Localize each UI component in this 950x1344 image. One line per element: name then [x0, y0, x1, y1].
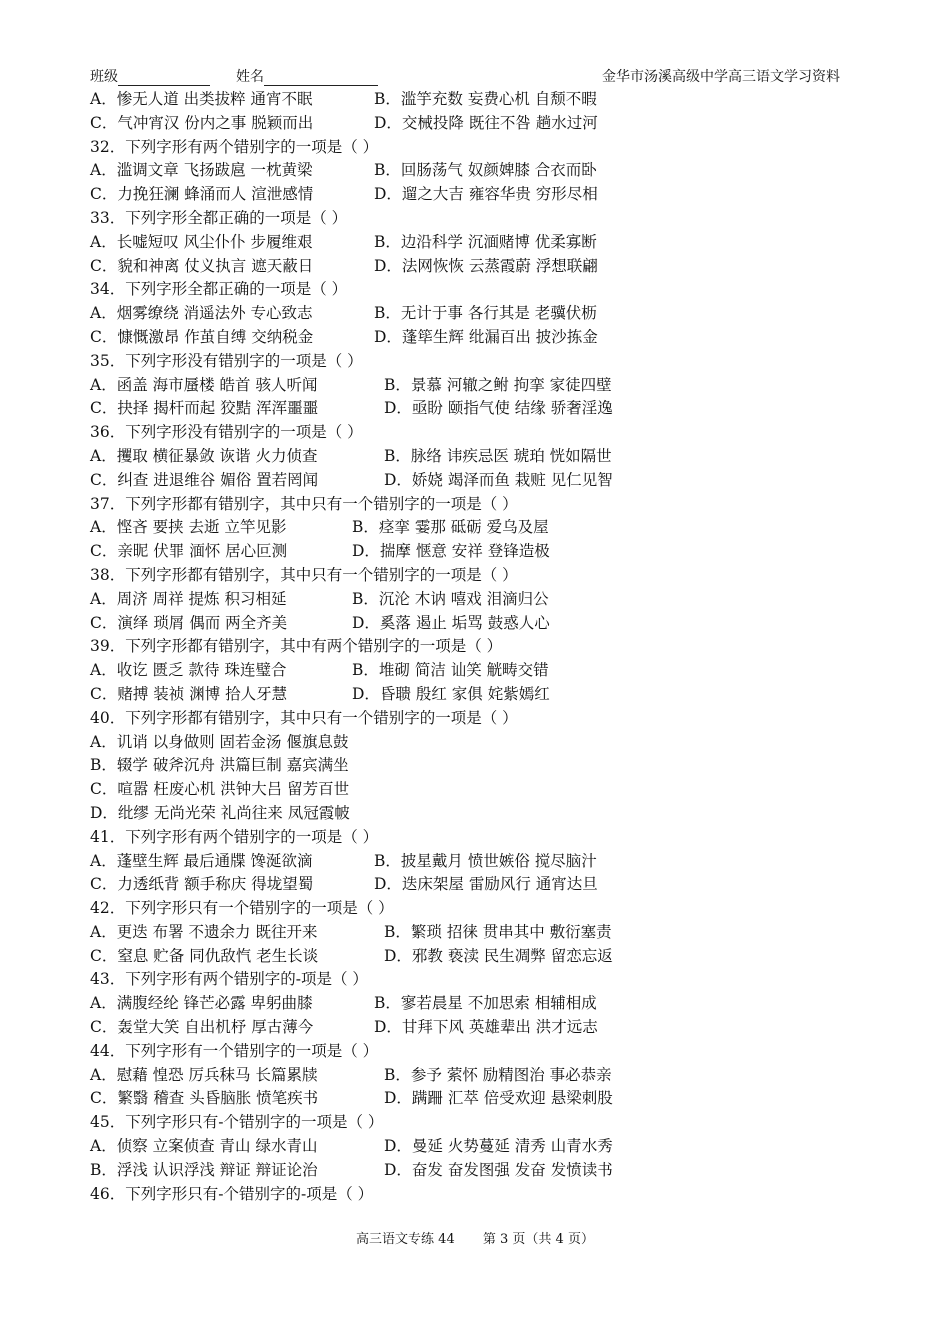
option-row: [90, 540, 850, 564]
line-text-right: D．甘拜下风 英雄辈出 洪才远志: [374, 1018, 598, 1037]
option-row: [90, 612, 850, 636]
question-stem: [90, 1040, 850, 1064]
line-text: A．长嘘短叹 风尘仆仆 步履维艰: [90, 232, 313, 251]
option-row: [90, 1135, 850, 1159]
option-row: [90, 516, 850, 540]
line-text: A．蓬壁生辉 最后通牒 馋涎欲滴: [90, 851, 313, 870]
option-row: [90, 778, 850, 802]
line-text-right: B．景慕 河辙之鲋 拘挛 家徒四壁: [384, 375, 612, 394]
line-text: C．貌和神离 仗义执言 遮天蔽日: [90, 256, 314, 275]
line-text: C．纠查 进退维谷 媚俗 置若罔闻: [90, 470, 319, 489]
line-text: A．滥调文章 飞扬跋扈 一枕黄梁: [90, 161, 313, 180]
question-stem: [90, 635, 850, 659]
option-row: [90, 992, 850, 1016]
line-text: 41．下列字形有两个错别字的一项是（ ）: [90, 827, 379, 846]
line-text: 32．下列字形有两个错别字的一项是（ ）: [90, 137, 379, 156]
option-row: [90, 88, 850, 112]
line-text-right: B．寥若晨星 不加思索 相辅相成: [374, 994, 597, 1013]
line-text: C．力挽狂澜 蜂涌而人 渲泄感情: [90, 185, 314, 204]
option-row: [90, 112, 850, 136]
line-text: A．慰藉 惶恐 厉兵秣马 长篇累牍: [90, 1065, 318, 1084]
line-text-right: B．无计于事 各行其是 老骥伏枥: [374, 304, 597, 323]
question-stem: [90, 207, 850, 231]
line-text: D．纰缪 无尚光荣 礼尚往来 凤冠霞帔: [90, 803, 350, 822]
line-text: C．喧嚣 枉废心机 洪钟大吕 留芳百世: [90, 780, 350, 799]
line-text: C．赌搏 装祯 渊博 拾人牙慧: [90, 684, 288, 703]
line-text: 33．下列字形全都正确的一项是（ ）: [90, 208, 348, 227]
line-text: A．讥诮 以身做则 固若金汤 偃旗息鼓: [90, 732, 349, 751]
option-row: [90, 469, 850, 493]
line-text: A．悭吝 要挟 去逝 立竿见影: [90, 518, 287, 537]
line-text: 38．下列字形都有错别字，其中只有一个错别字的一项是（ ）: [90, 565, 518, 584]
line-text: C．演绎 琐屑 偶而 两全齐美: [90, 613, 288, 632]
option-row: [90, 850, 850, 874]
line-text-right: D．蓬筚生辉 纰漏百出 披沙拣金: [374, 327, 598, 346]
line-text-right: B．痉挛 霎那 砥砺 爱乌及屋: [352, 518, 549, 537]
line-text: 45．下列字形只有-个错别字的一项是（ ）: [90, 1113, 384, 1132]
line-text-right: B．参予 萦怀 励精图治 事必恭亲: [384, 1065, 612, 1084]
line-text: 37．下列字形都有错别字，其中只有一个错别字的一项是（ ）: [90, 494, 518, 513]
line-text-right: D．揣摩 惬意 安祥 登锋造极: [352, 542, 550, 561]
option-row: [90, 445, 850, 469]
class-field: [90, 66, 210, 86]
option-row: [90, 754, 850, 778]
line-text: A．烟雾缭绕 消遥法外 专心致志: [90, 304, 313, 323]
footer-page-number: 第 3 页（共 4 页）: [482, 1232, 594, 1247]
line-text: 39．下列字形都有错别字，其中有两个错别字的一项是（ ）: [90, 637, 503, 656]
option-row: [90, 683, 850, 707]
line-text: 35．下列字形没有错别字的一项是（ ）: [90, 351, 363, 370]
line-text: 44．下列字形有一个错别字的一项是（ ）: [90, 1041, 379, 1060]
question-stem: [90, 1183, 850, 1207]
question-stem: [90, 421, 850, 445]
line-text: B．浮浅 认识浮浅 辩证 辩证论治: [90, 1160, 318, 1179]
line-text: 42．下列字形只有一个错别字的一项是（ ）: [90, 899, 394, 918]
page-header: [90, 66, 840, 88]
option-row: [90, 1087, 850, 1111]
line-text: 43．下列字形有两个错别字的-项是（ ）: [90, 970, 368, 989]
line-text-right: B．边沿科学 沉湎赌博 优柔寡断: [374, 232, 597, 251]
option-row: [90, 326, 850, 350]
option-row: [90, 588, 850, 612]
name-field: [236, 66, 378, 86]
class-label: 班级: [90, 69, 118, 85]
line-text: A．侦察 立案侦查 青山 绿水青山: [90, 1137, 318, 1156]
line-text: A．满腹经纶 锋芒必露 卑躬曲膝: [90, 994, 313, 1013]
option-row: [90, 1064, 850, 1088]
option-row: [90, 183, 850, 207]
line-text-right: D．邪教 亵渎 民生凋弊 留恋忘返: [384, 946, 613, 965]
name-label: 姓名: [236, 69, 264, 85]
option-row: [90, 159, 850, 183]
question-stem: [90, 493, 850, 517]
line-text: A．更迭 布署 不遗余力 既往开来: [90, 922, 318, 941]
question-stem: [90, 968, 850, 992]
question-body: [90, 88, 850, 1206]
name-blank[interactable]: [264, 70, 378, 86]
line-text: C．繁翳 稽查 头昏脑胀 愤笔疾书: [90, 1089, 319, 1108]
class-blank[interactable]: [118, 70, 210, 86]
line-text: 34．下列字形全都正确的一项是（ ）: [90, 280, 348, 299]
question-stem: [90, 278, 850, 302]
line-text-right: D．亟盼 颐指气使 结缘 骄奢淫逸: [384, 399, 613, 418]
option-row: [90, 231, 850, 255]
line-text-right: D．奚落 遏止 垢骂 鼓惑人心: [352, 613, 550, 632]
footer-title: 高三语文专练 44: [356, 1232, 455, 1247]
option-row: [90, 255, 850, 279]
line-text-right: B．滥竽充数 妄费心机 自颓不暇: [374, 90, 597, 108]
line-text-right: D．曼延 火势蔓延 清秀 山青水秀: [384, 1137, 613, 1156]
option-row: [90, 1016, 850, 1040]
line-text: C．力透纸背 额手称庆 得垅望蜀: [90, 875, 314, 894]
page-footer: [0, 1228, 950, 1247]
line-text-right: B．沉沦 木讷 嘻戏 泪滴归公: [352, 589, 549, 608]
line-text-right: D．迭床架屋 雷励风行 通宵达旦: [374, 875, 598, 894]
line-text-right: D．奋发 奋发图强 发奋 发愤读书: [384, 1160, 613, 1179]
line-text-right: D．蹒跚 汇萃 倍受欢迎 悬梁刺股: [384, 1089, 613, 1108]
option-row: [90, 302, 850, 326]
line-text-right: D．法网恢恢 云蒸霞蔚 浮想联翩: [374, 256, 598, 275]
line-text: B．辍学 破斧沉舟 洪篇巨制 嘉宾满坐: [90, 756, 349, 775]
line-text: C．轰堂大笑 自出机杼 厚古薄今: [90, 1018, 314, 1037]
option-row: [90, 802, 850, 826]
line-text: A．函盖 海市蜃楼 皓首 骇人听闻: [90, 375, 318, 394]
line-text: C．气冲宵汉 份内之事 脱颖而出: [90, 113, 314, 132]
option-row: [90, 731, 850, 755]
option-row: [90, 945, 850, 969]
line-text-right: D．昏聩 殷红 家俱 姹紫嫣红: [352, 684, 550, 703]
option-row: [90, 397, 850, 421]
line-text: C．亲昵 伏罪 湎怀 居心叵测: [90, 542, 288, 561]
question-stem: [90, 564, 850, 588]
option-row: [90, 873, 850, 897]
line-text-right: D．娇娆 竭泽而鱼 栽赃 见仁见智: [384, 470, 613, 489]
line-text-right: B．脉络 讳疾忌医 琥珀 恍如隔世: [384, 446, 612, 465]
school-title: 金华市汤溪高级中学高三语文学习资料: [602, 69, 840, 85]
line-text: A．收讫 匮乏 款待 珠连璧合: [90, 661, 287, 680]
question-stem: [90, 350, 850, 374]
option-row: [90, 659, 850, 683]
line-text: C．慷慨激昂 作茧自缚 交纳税金: [90, 327, 314, 346]
question-stem: [90, 707, 850, 731]
line-text: A．惨无人道 出类拔粹 通宵不眠: [90, 90, 313, 108]
line-text-right: B．回肠荡气 奴颜婢膝 合衣而卧: [374, 161, 597, 180]
line-text: 36．下列字形没有错别字的一项是（ ）: [90, 423, 363, 442]
line-text: A．攫取 横征暴敛 诙谐 火力侦查: [90, 446, 318, 465]
line-text: 40．下列字形都有错别字，其中只有一个错别字的一项是（ ）: [90, 708, 518, 727]
line-text-right: B．繁琐 招徕 贯串其中 敷衍塞责: [384, 922, 612, 941]
option-row: [90, 374, 850, 398]
option-row: [90, 1159, 850, 1183]
line-text-right: B．披星戴月 愤世嫉俗 搅尽脑汁: [374, 851, 597, 870]
question-stem: [90, 136, 850, 160]
question-stem: [90, 826, 850, 850]
line-text-right: B．堆砌 简洁 讪笑 觥畴交错: [352, 661, 549, 680]
line-text-right: D．交械投降 既往不咎 趟水过河: [374, 113, 598, 132]
line-text: A．周济 周祥 提炼 积习相延: [90, 589, 287, 608]
option-row: [90, 921, 850, 945]
question-stem: [90, 897, 850, 921]
line-text: C．窒息 贮备 同仇敌忾 老生长谈: [90, 946, 319, 965]
line-text: 46．下列字形只有-个错别字的-项是（ ）: [90, 1184, 374, 1203]
line-text: C．抉择 揭杆而起 狡黠 浑浑噩噩: [90, 399, 319, 418]
line-text-right: D．遛之大吉 雍容华贵 穷形尽相: [374, 185, 598, 204]
question-stem: [90, 1111, 850, 1135]
